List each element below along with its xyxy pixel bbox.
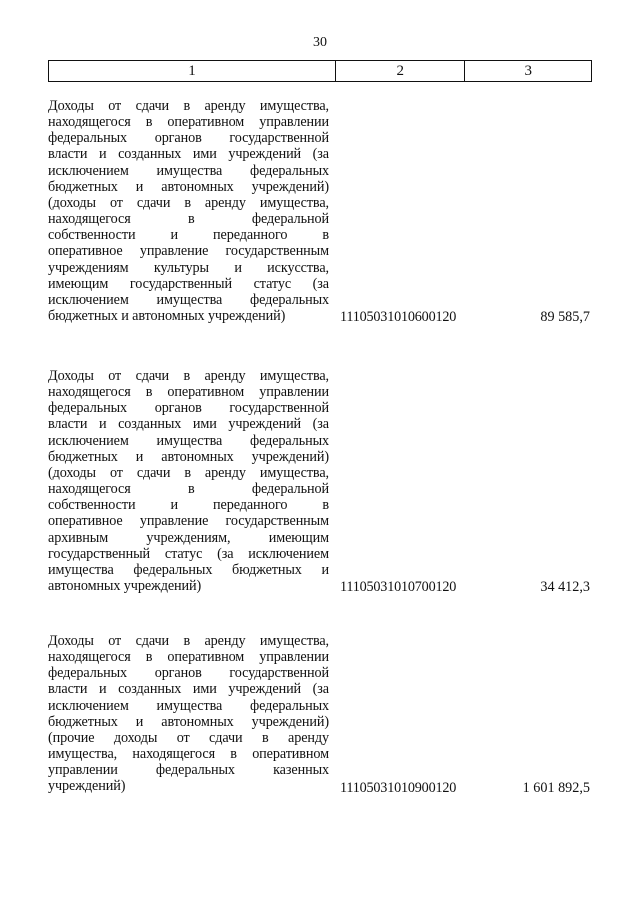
table-row [48,633,592,796]
column-header-3: 3 [465,61,592,82]
description-line: федеральных органов государственной [48,665,329,682]
description-line: федеральных органов государственной [48,400,329,417]
description-line: власти и созданных ими учреждений (за [48,416,329,433]
description-line: бюджетных и автономных учреждений) [48,178,329,195]
row-amount: 89 585,7 [540,308,590,325]
description-line: федеральных органов государственной [48,130,329,147]
description-line: государственный статус (за исключением [48,545,329,562]
description-line: (доходы от сдачи в аренду имущества, [48,194,329,211]
description-line: имущества, находящегося в оперативном [48,746,329,763]
column-header-table [48,60,592,82]
description-line: бюджетных и автономных учреждений) [48,713,329,730]
row-description [48,98,329,324]
description-line: оперативное управление государственным [48,513,329,530]
row-amount: 1 601 892,5 [522,779,590,796]
description-line: собственности и переданного в [48,227,329,244]
table-row [48,368,592,595]
description-line: архивным учреждениям, имеющим [48,529,329,546]
row-code: 11105031010700120 [340,578,457,595]
column-header-2: 2 [335,61,465,82]
description-line: находящегося в оперативном управлении [48,384,329,401]
row-description [48,368,329,594]
description-line: оперативное управление государственным [48,243,329,260]
description-line: учреждениям культуры и искусства, [48,259,329,276]
column-header-1: 1 [49,61,336,82]
description-line: исключением имущества федеральных [48,432,329,449]
description-line: Доходы от сдачи в аренду имущества, [48,368,329,384]
description-line: бюджетных и автономных учреждений) [48,308,286,325]
description-line: имеющим государственный статус (за [48,275,329,292]
page-number: 30 [313,35,327,50]
description-line: находящегося в федеральной [48,481,329,498]
description-line: власти и созданных ими учреждений (за [48,681,329,698]
description-line: находящегося в оперативном управлении [48,649,329,666]
row-code: 11105031010900120 [340,779,457,796]
description-line: (доходы от сдачи в аренду имущества, [48,464,329,481]
description-line: собственности и переданного в [48,497,329,514]
description-line: имущества федеральных бюджетных и [48,561,329,578]
description-line: автономных учреждений) [48,578,202,595]
description-line: Доходы от сдачи в аренду имущества, [48,633,329,649]
row-description [48,633,329,795]
description-line: исключением имущества федеральных [48,162,329,179]
description-line: находящегося в оперативном управлении [48,114,329,131]
description-line: исключением имущества федеральных [48,697,329,714]
description-line: бюджетных и автономных учреждений) [48,448,329,465]
description-line: учреждений) [48,778,126,795]
description-line: Доходы от сдачи в аренду имущества, [48,98,329,114]
description-line: исключением имущества федеральных [48,291,329,308]
table-row [48,98,592,325]
description-line: находящегося в федеральной [48,211,329,228]
description-line: власти и созданных ими учреждений (за [48,146,329,163]
description-line: управлении федеральных казенных [48,762,329,779]
row-amount: 34 412,3 [540,578,590,595]
description-line: (прочие доходы от сдачи в аренду [48,729,329,746]
row-code: 11105031010600120 [340,308,457,325]
